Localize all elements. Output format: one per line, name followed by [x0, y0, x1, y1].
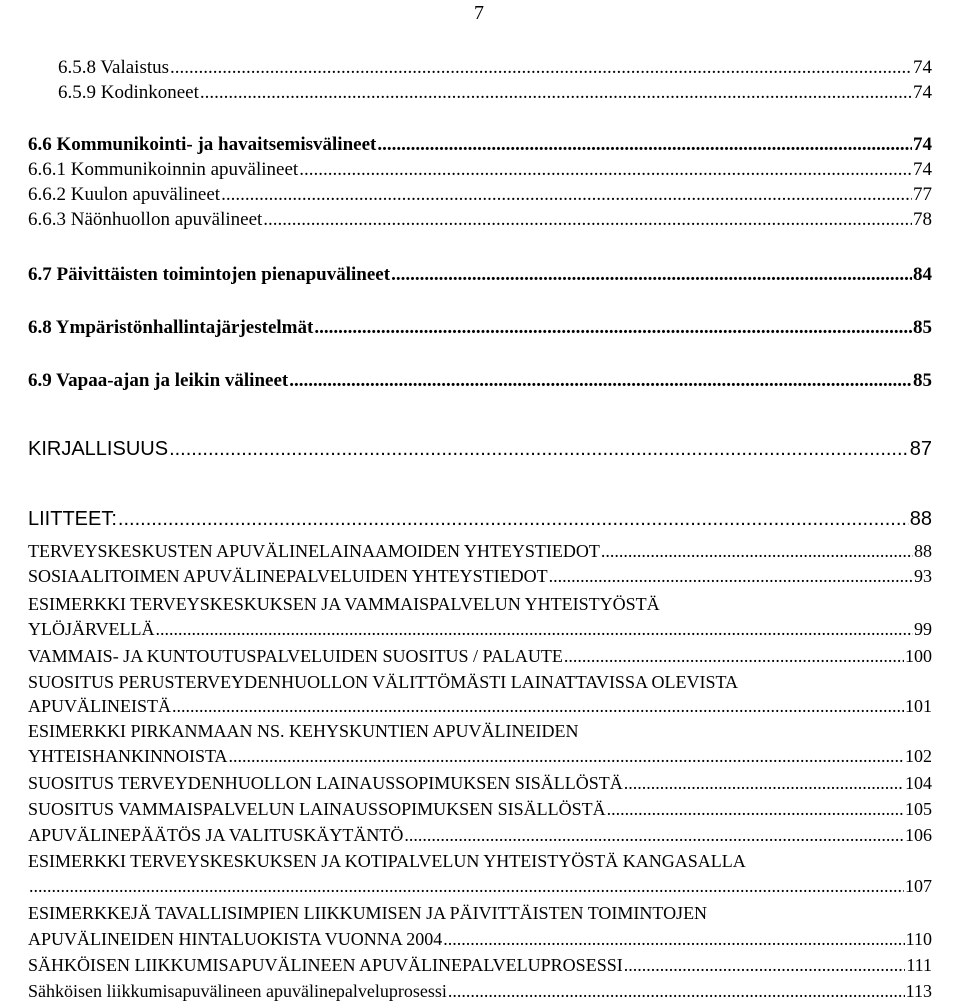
toc-entry[interactable] — [28, 746, 932, 767]
toc-entry[interactable] — [28, 619, 932, 640]
dot-leader — [448, 981, 905, 1002]
toc-entry-title: APUVÄLINEIDEN HINTALUOKISTA VUONNA 2004 — [28, 929, 443, 949]
toc-entry-title: LIITTEET: — [28, 508, 117, 530]
dot-leader — [377, 134, 912, 156]
toc-entry-page: 113 — [905, 981, 932, 1001]
toc-entry-title: SOSIAALITOIMEN APUVÄLINEPALVELUIDEN YHTEYSTIEDOT — [28, 566, 548, 586]
toc-entry-title: VAMMAIS- JA KUNTOUTUSPALVELUIDEN SUOSITUS / PALAUTE — [28, 646, 563, 666]
toc-entry-page: 110 — [905, 929, 932, 949]
toc-entry-page: 104 — [905, 773, 932, 793]
toc-entry-page: 77 — [913, 184, 932, 205]
toc-entry-page: 106 — [905, 825, 932, 845]
toc-entry[interactable] — [28, 209, 932, 231]
toc-entry-page: 87 — [909, 438, 932, 460]
dot-leader — [624, 955, 906, 976]
dot-leader — [549, 566, 913, 587]
toc-entry[interactable] — [58, 82, 932, 104]
toc-entry-page: 100 — [905, 646, 932, 666]
dot-leader — [289, 370, 912, 392]
toc-entry-page: 84 — [913, 264, 932, 285]
toc-entry[interactable] — [58, 57, 932, 79]
toc-entry-page: 101 — [905, 696, 932, 716]
dot-leader — [314, 317, 912, 339]
toc-entry[interactable] — [28, 541, 932, 562]
toc-entry[interactable] — [28, 264, 932, 286]
toc-entry-page: 99 — [914, 619, 932, 639]
dot-leader — [263, 209, 912, 231]
toc-entry-title: 6.6.3 Näönhuollon apuvälineet — [28, 209, 263, 230]
toc-entry-title: 6.8 Ympäristönhallintajärjestelmät — [28, 317, 314, 338]
dot-leader — [299, 159, 912, 181]
dot-leader — [564, 646, 904, 667]
toc-entry-title: 6.9 Vapaa-ajan ja leikin välineet — [28, 370, 289, 391]
toc-entry-title: SÄHKÖISEN LIIKKUMISAPUVÄLINEEN APUVÄLINEPALVELUPROSESSI — [28, 955, 623, 975]
toc-entry[interactable] — [28, 370, 932, 392]
toc-entry-page: 74 — [913, 57, 932, 78]
dot-leader — [170, 57, 912, 79]
toc-entry[interactable] — [28, 438, 932, 461]
toc-entry-page: 107 — [905, 876, 932, 896]
dot-leader — [229, 746, 904, 767]
toc-entry[interactable] — [28, 825, 932, 846]
dot-leader — [624, 773, 904, 794]
toc-entry-title-line1: SUOSITUS PERUSTERVEYDENHUOLLON VÄLITTÖMÄSTI LAINATTAVISSA OLEVISTA — [28, 672, 739, 692]
toc-entry-page: 93 — [914, 566, 932, 586]
dot-leader — [601, 541, 913, 562]
toc-entry[interactable] — [28, 696, 932, 717]
toc-entry-title-line1: ESIMERKKI PIRKANMAAN NS. KEHYSKUNTIEN APUVÄLINEIDEN — [28, 721, 579, 741]
dot-leader — [156, 619, 913, 640]
toc-entry[interactable] — [28, 646, 932, 667]
dot-leader — [404, 825, 904, 846]
toc-entry-title: 6.5.8 Valaistus — [58, 57, 170, 78]
dot-leader — [29, 876, 904, 897]
toc-entry-title-line1: ESIMERKKI TERVEYSKESKUKSEN JA VAMMAISPALVELUN YHTEISTYÖSTÄ — [28, 594, 660, 614]
toc-entry-page: 88 — [914, 541, 932, 561]
toc-entry[interactable] — [28, 955, 932, 976]
toc-entry-page: 111 — [906, 955, 932, 975]
toc-entry-title: 6.7 Päivittäisten toimintojen pienapuvälineet — [28, 264, 391, 285]
toc-entry[interactable] — [28, 876, 932, 897]
toc-entry-title: 6.6.1 Kommunikoinnin apuvälineet — [28, 159, 299, 180]
toc-entry-title: APUVÄLINEISTÄ — [28, 696, 171, 716]
toc-entry[interactable] — [28, 317, 932, 339]
toc-entry[interactable] — [28, 184, 932, 206]
toc-entry-page: 102 — [905, 746, 932, 766]
toc-entry-title: YHTEISHANKINNOISTA — [28, 746, 228, 766]
dot-leader — [443, 929, 904, 950]
toc-entry[interactable] — [28, 508, 932, 531]
toc-entry-title: APUVÄLINEPÄÄTÖS JA VALITUSKÄYTÄNTÖ — [28, 825, 404, 845]
toc-entry[interactable] — [28, 799, 932, 820]
toc-entry-title: Sähköisen liikkumisapuvälineen apuvälinepalveluprosessi — [28, 981, 447, 1001]
toc-entry[interactable] — [28, 159, 932, 181]
toc-entry-title: SUOSITUS VAMMAISPALVELUN LAINAUSSOPIMUKSEN SISÄLLÖSTÄ — [28, 799, 606, 819]
toc-entry[interactable] — [28, 566, 932, 587]
dot-leader — [200, 82, 912, 104]
toc-entry-page: 88 — [909, 508, 932, 530]
dot-leader — [221, 184, 912, 206]
page-number: 7 — [474, 2, 484, 24]
toc-entry-title-line1: ESIMERKKI TERVEYSKESKUKSEN JA KOTIPALVELUN YHTEISTYÖSTÄ KANGASALLA — [28, 851, 746, 871]
toc-entry-page: 74 — [913, 82, 932, 103]
toc-entry-page: 74 — [913, 134, 932, 155]
dot-leader — [169, 438, 909, 461]
toc-entry-title: KIRJALLISUUS — [28, 438, 169, 460]
toc-entry[interactable] — [28, 981, 932, 1002]
toc-entry[interactable] — [28, 773, 932, 794]
toc-entry-title: TERVEYSKESKUSTEN APUVÄLINELAINAAMOIDEN YHTEYSTIEDOT — [28, 541, 600, 561]
toc-entry-page: 78 — [913, 209, 932, 230]
dot-leader — [172, 696, 904, 717]
toc-entry-title: YLÖJÄRVELLÄ — [28, 619, 155, 639]
toc-entry[interactable] — [28, 134, 932, 156]
toc-entry-title-line1: ESIMERKKEJÄ TAVALLISIMPIEN LIIKKUMISEN JA PÄIVITTÄISTEN TOIMINTOJEN — [28, 903, 708, 923]
toc-entry-title: 6.6 Kommunikointi- ja havaitsemisvälineet — [28, 134, 377, 155]
toc-entry-page: 85 — [913, 370, 932, 391]
toc-entry[interactable] — [28, 929, 932, 950]
dot-leader — [118, 508, 909, 531]
toc-entry-title: 6.5.9 Kodinkoneet — [58, 82, 199, 103]
dot-leader — [607, 799, 904, 820]
toc-entry-page: 74 — [913, 159, 932, 180]
toc-entry-page: 105 — [905, 799, 932, 819]
dot-leader — [391, 264, 912, 286]
toc-entry-title: SUOSITUS TERVEYDENHUOLLON LAINAUSSOPIMUKSEN SISÄLLÖSTÄ — [28, 773, 623, 793]
toc-entry-page: 85 — [913, 317, 932, 338]
toc-entry-title: 6.6.2 Kuulon apuvälineet — [28, 184, 221, 205]
